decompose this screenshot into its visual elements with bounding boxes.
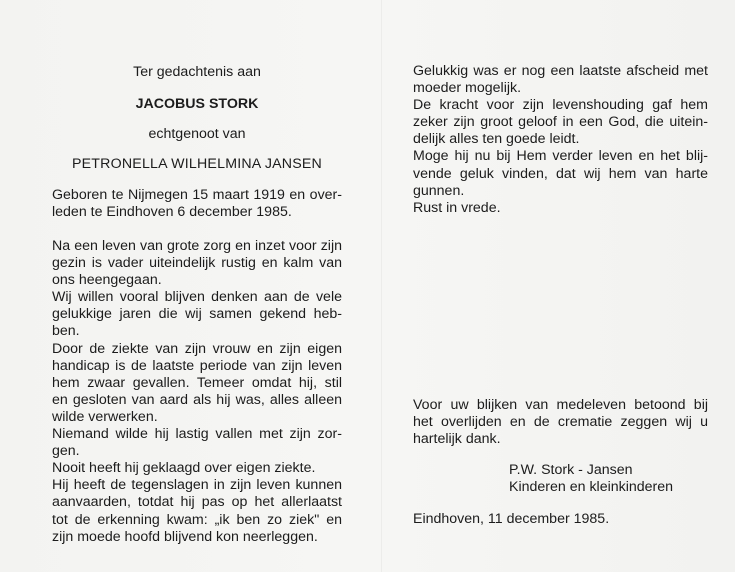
text-line: hartelijk dank. <box>413 431 501 448</box>
text-line: leden te Eindhoven 6 december 1985. <box>52 204 292 221</box>
deceased-name: JACOBUS STORK <box>135 96 259 112</box>
text-line: zeker zijn groot geloof in een God, die uitein- <box>413 114 708 131</box>
text-line: en gesloten van aard als hij was, alles alleen <box>52 391 342 408</box>
relation-text: echtgenoot van <box>148 126 246 142</box>
place-date: Eindhoven, 11 december 1985. <box>413 511 610 527</box>
text-line: De kracht voor zijn levenshouding gaf hem <box>413 97 708 114</box>
text-line: hem zwaar gevallen. Temeer omdat hij, stil <box>52 374 342 391</box>
text-line: Geboren te Nijmegen 15 maart 1919 en over- <box>52 187 342 203</box>
thanks-paragraph <box>413 397 708 448</box>
text-line: aanvaarden, totdat hij pas op het allerlaatst <box>52 494 342 511</box>
text-line: handicap is de laatste periode van zijn leven <box>52 357 342 374</box>
text-line: ons heengegaan. <box>52 272 162 289</box>
text-line: Rust in vrede. <box>413 199 501 216</box>
text-line: Wij willen vooral blijven denken aan de vele <box>52 289 342 306</box>
signature-line: P.W. Stork - Jansen <box>509 462 633 478</box>
body-paragraph <box>52 238 342 546</box>
text-line: Hij heeft de tegenslagen in zijn leven kunnen <box>52 477 342 494</box>
text-line: Na een leven van grote zorg en inzet voor zijn <box>52 238 342 254</box>
text-line: het overlijden en de crematie zeggen wij u <box>413 414 708 431</box>
text-line: Niemand wilde hij lastig vallen met zijn zor- <box>52 426 342 443</box>
farewell-paragraph <box>413 63 708 217</box>
text-line: Voor uw blijken van medeleven betoond bij <box>413 397 708 413</box>
text-line: moeder mogelijk. <box>413 80 522 97</box>
text-line: tot de erkenning kwam: „ik ben zo ziek" en <box>52 511 342 528</box>
card-fold <box>381 0 382 572</box>
text-line: gelukkige jaren die wij samen gekend heb- <box>52 306 342 323</box>
text-line: ben. <box>52 323 80 340</box>
text-line: gen. <box>52 443 80 460</box>
signature-block <box>509 462 673 496</box>
signature-line: Kinderen en kleinkinderen <box>509 479 674 496</box>
text-line: Moge hij nu bij Hem verder leven en het blij- <box>413 148 708 165</box>
text-line: wilde verwerken. <box>52 408 158 425</box>
text-line: zijn moede hoofd blijvend kon neerleggen. <box>52 528 318 545</box>
spouse-name: PETRONELLA WILHELMINA JANSEN <box>71 156 322 172</box>
text-line: Door de ziekte van zijn vrouw en zijn eigen <box>52 340 342 357</box>
text-line: vende geluk vinden, dat wij hem van harte <box>413 165 708 182</box>
text-line: gunnen. <box>413 182 465 199</box>
text-line: delijk alles ten goede leidt. <box>413 131 580 148</box>
text-line: gezin is vader uiteindelijk rustig en kalm van <box>52 255 342 272</box>
text-line: Gelukkig was er nog een laatste afscheid met <box>413 63 708 79</box>
birth-death-paragraph <box>52 187 342 221</box>
intro-text: Ter gedachtenis aan <box>133 64 261 80</box>
text-line: Nooit heeft hij geklaagd over eigen ziekte. <box>52 460 316 477</box>
